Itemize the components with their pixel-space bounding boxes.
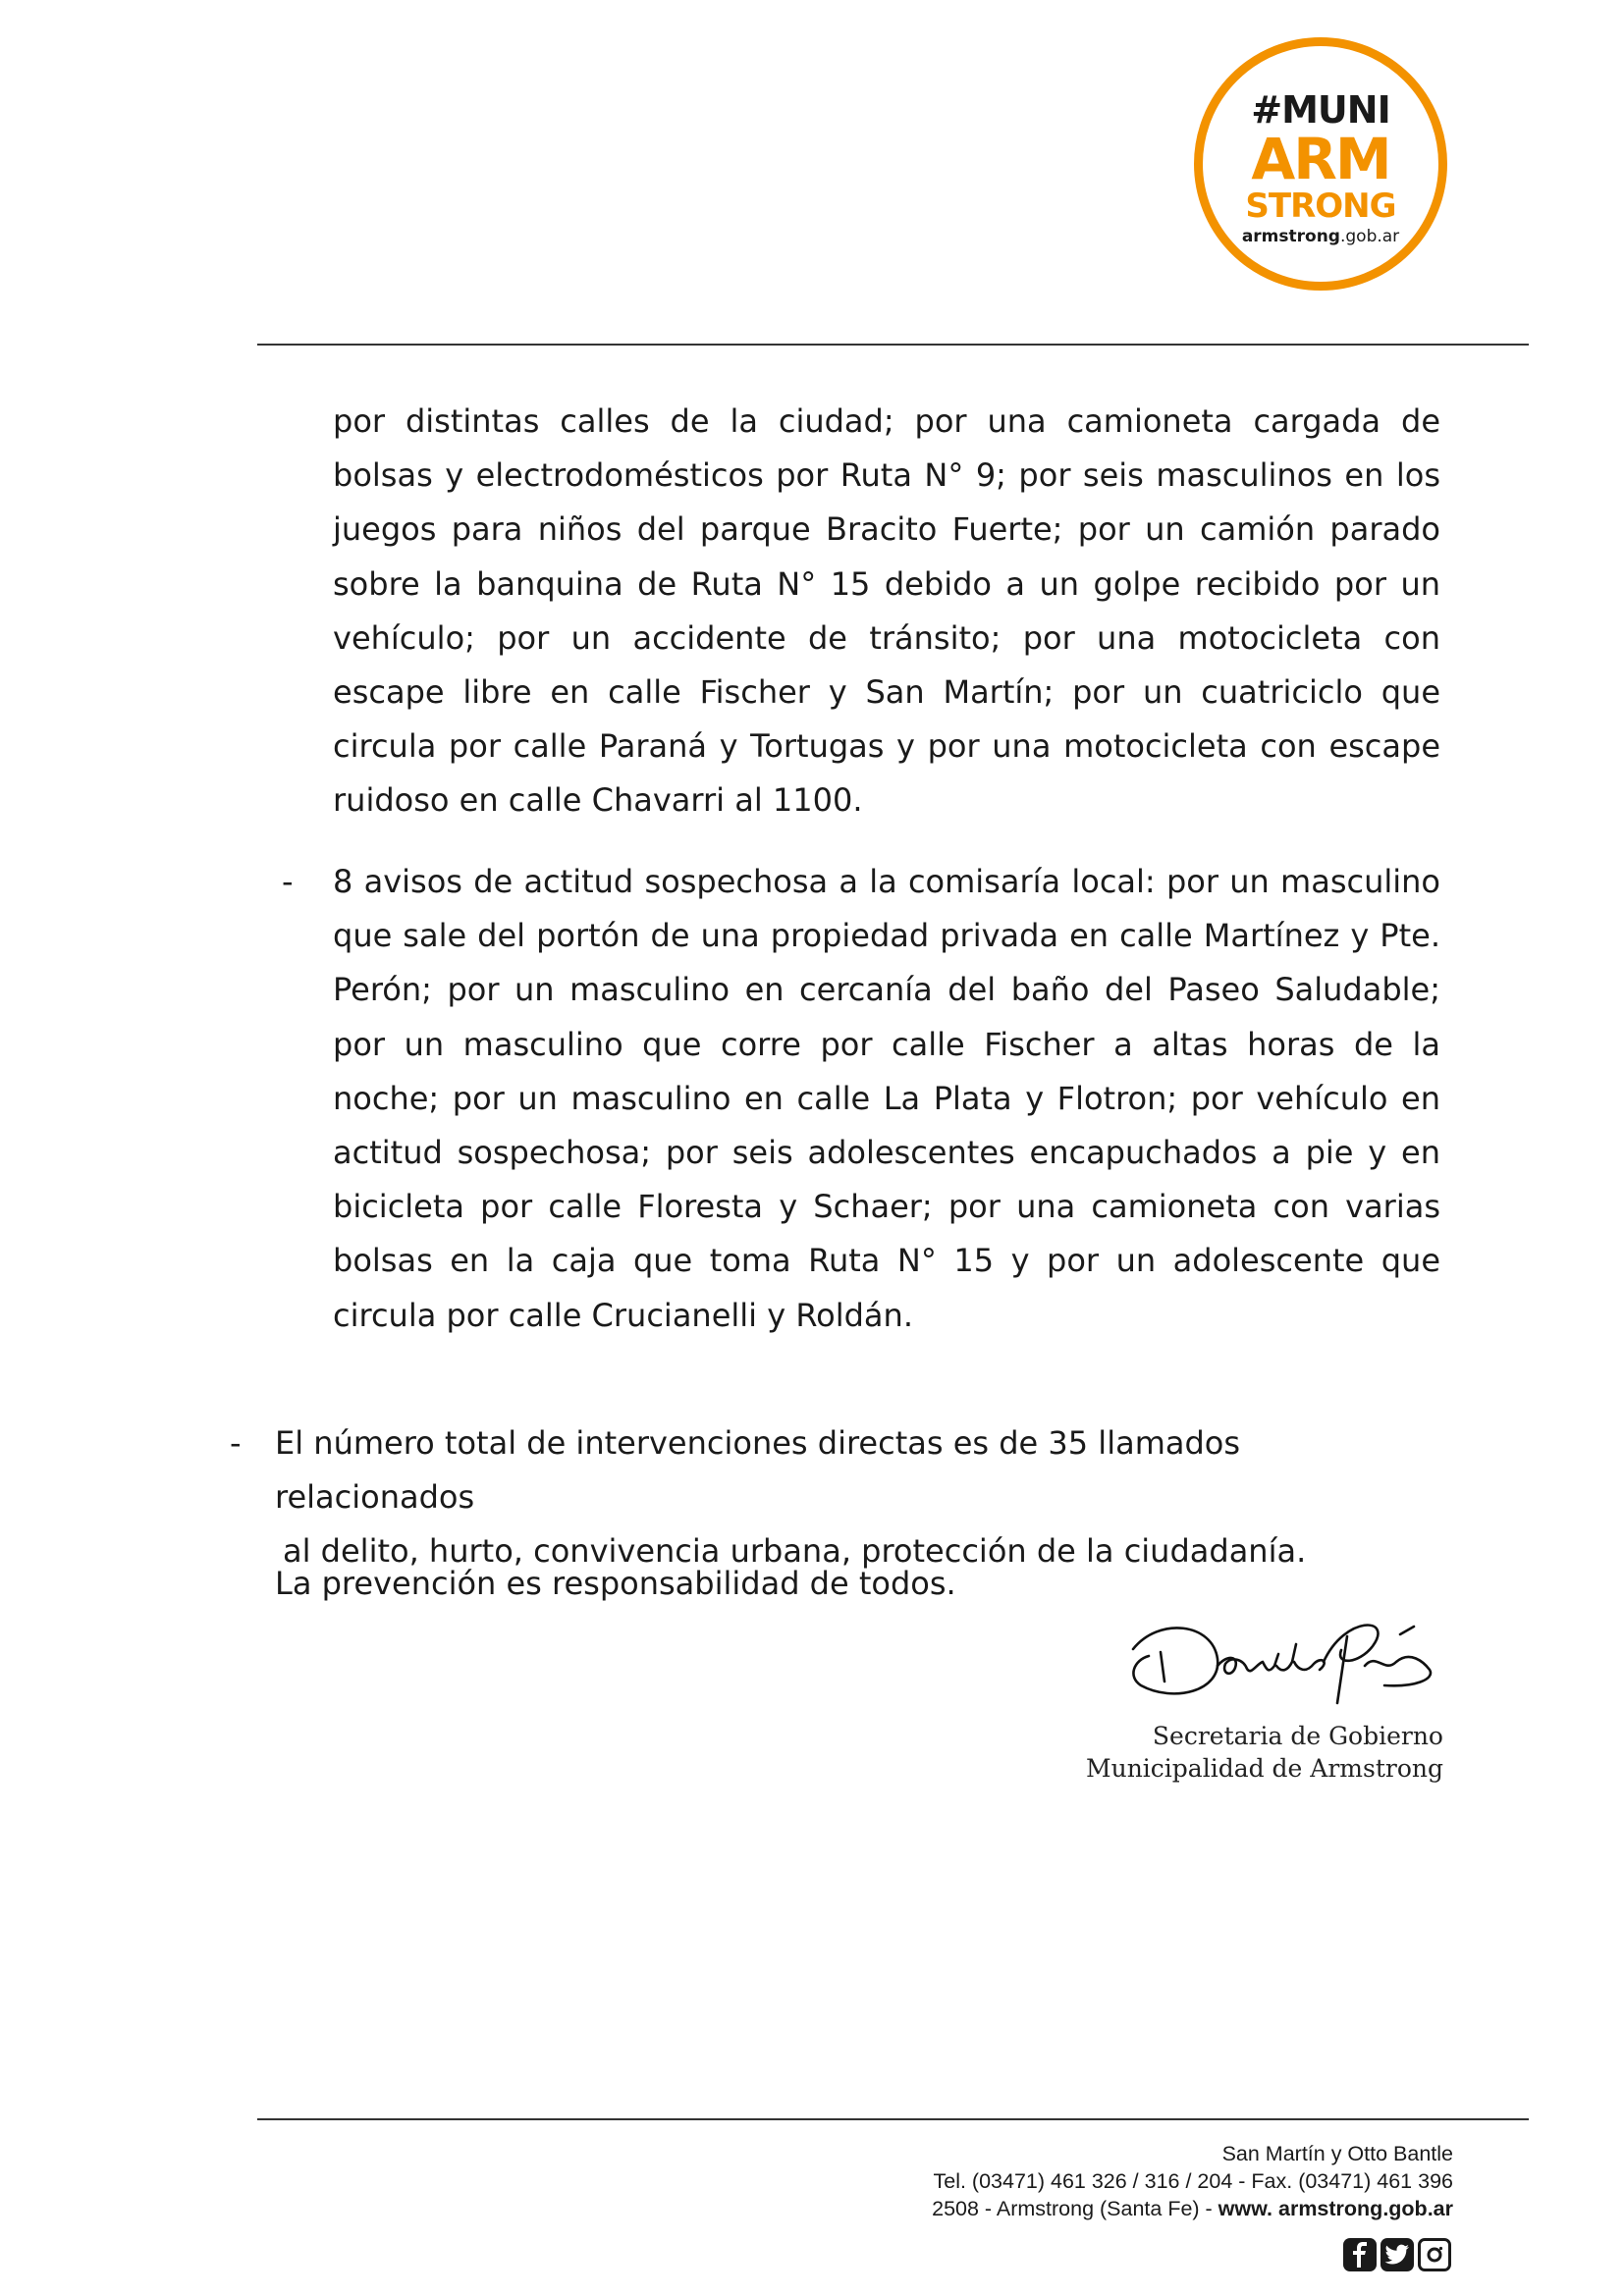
footer-website-link[interactable]: www. armstrong.gob.ar <box>1218 2197 1453 2220</box>
footer-rule <box>257 2118 1529 2120</box>
paragraph-total-interventions <box>275 1416 1440 1579</box>
footer-city: 2508 - Armstrong (Santa Fe) - www. armstrong.gob.ar <box>932 2197 1453 2220</box>
closing-statement: La prevención es responsabilidad de todos. <box>275 1565 956 1602</box>
header-rule <box>257 344 1529 346</box>
footer-phone: Tel. (03471) 461 326 / 316 / 204 - Fax. (03471) 461 396 <box>933 2169 1453 2193</box>
list-bullet: - <box>282 863 294 900</box>
municipality-logo <box>1194 37 1447 291</box>
social-icons <box>1343 2238 1451 2273</box>
total-line-1: El número total de intervenciones directas es de 35 llamados relacionados <box>275 1424 1241 1517</box>
total-line-2: al delito, hurto, convivencia urbana, protección de la ciudadanía. <box>283 1532 1307 1571</box>
logo-line-muni: #MUNI <box>1251 88 1390 132</box>
twitter-icon[interactable] <box>1380 2238 1414 2271</box>
logo-line-arm: ARM <box>1251 126 1390 192</box>
footer-address: San Martín y Otto Bantle <box>1221 2142 1453 2165</box>
list-bullet: - <box>230 1424 242 1462</box>
paragraph-continuation: por distintas calles de la ciudad; por una camioneta cargada de bolsas y electrodomésticos por Ruta N° 9; por seis masculinos en los juegos para niños del parque Bracito Fuerte; por un camión parado sobre la banquina de Ruta N° 15 debido a un golpe recibido por un vehículo; por un accidente de tránsito; por una motocicleta con escape libre en calle Fischer y San Martín; por un cuatriciclo que circula por calle Paraná y Tortugas y por una motocicleta con escape ruidoso en calle Chavarri al 1100. <box>333 402 1440 820</box>
instagram-icon[interactable] <box>1418 2238 1451 2271</box>
signatory-title: Secretaria de Gobierno <box>1152 1722 1443 1750</box>
paragraph-suspicious-activity: 8 avisos de actitud sospechosa a la comisaría local: por un masculino que sale del portón de una propiedad privada en calle Martínez y Pte. Perón; por un masculino en cercanía del baño del Paseo Saludable; por un masculino que corre por calle Fischer a altas horas de la noche; por un masculino en calle La Plata y Flotron; por vehículo en actitud sospechosa; por seis adolescentes encapuchados a pie y en bicicleta por calle Floresta y Schaer; por una camioneta con varias bolsas en la caja que toma Ruta N° 15 y por un adolescente que circula por calle Crucianelli y Roldán. <box>333 863 1440 1334</box>
signature <box>1119 1605 1453 1713</box>
facebook-icon[interactable] <box>1343 2238 1377 2271</box>
logo-site: armstrong.gob.ar <box>1241 227 1400 246</box>
signatory-organization: Municipalidad de Armstrong <box>1086 1754 1443 1783</box>
logo-line-strong: STRONG <box>1245 187 1396 226</box>
